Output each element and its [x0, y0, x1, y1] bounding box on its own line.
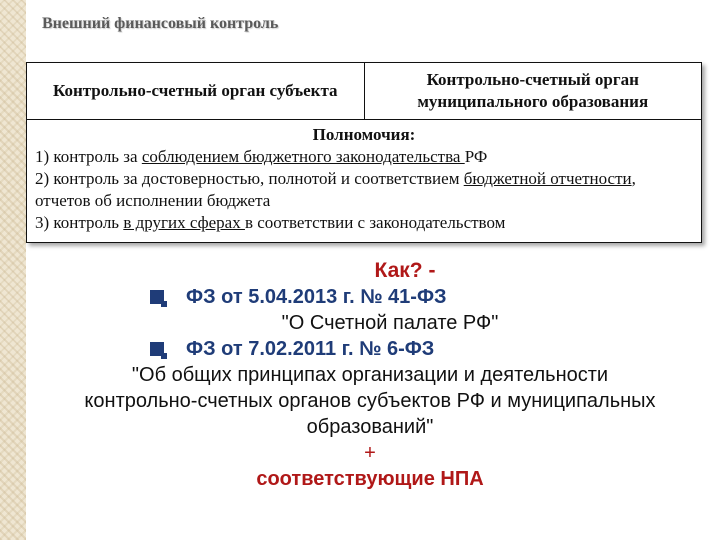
power-item-3: 3) контроль в других сферах в соответствии с законодательством — [35, 213, 506, 232]
laws-section — [40, 258, 700, 492]
powers-cell — [27, 120, 701, 234]
law-1-name: "О Счетной палате РФ" — [281, 312, 499, 334]
plus-sign: + — [364, 442, 376, 464]
law-row-1 — [40, 284, 700, 310]
powers-title: Полномочия: — [312, 125, 416, 144]
square-bullet-icon — [150, 342, 164, 356]
table-header-row — [27, 63, 701, 120]
law-2-reference: ФЗ от 7.02.2011 г. № 6-ФЗ — [186, 338, 435, 360]
page-title: Внешний финансовый контроль — [42, 15, 279, 32]
header-cell-subject-body: Контрольно-счетный орган субъекта — [27, 63, 365, 119]
square-bullet-icon — [150, 290, 164, 304]
power-item-1: 1) контроль за соблюдением бюджетного законодательства РФ — [35, 147, 488, 166]
law-row-2 — [40, 336, 700, 362]
decorative-side-stripe — [0, 0, 26, 540]
header-cell-municipal-body: Контрольно-счетный орган муниципального образования — [417, 70, 649, 111]
power-item-2: 2) контроль за достоверностью, полнотой и соответствием бюджетной отчетности, отчетов об исполнении бюджета — [35, 169, 636, 210]
law-1-reference: ФЗ от 5.04.2013 г. № 41-ФЗ — [186, 286, 447, 308]
law-2-name: "Об общих принципах организации и деятельности контрольно-счетных органов субъектов РФ и муниципальных образований" — [84, 364, 656, 438]
npa-label: соответствующие НПА — [256, 468, 484, 490]
control-bodies-table — [26, 62, 702, 243]
how-question: Как? - — [374, 259, 436, 282]
